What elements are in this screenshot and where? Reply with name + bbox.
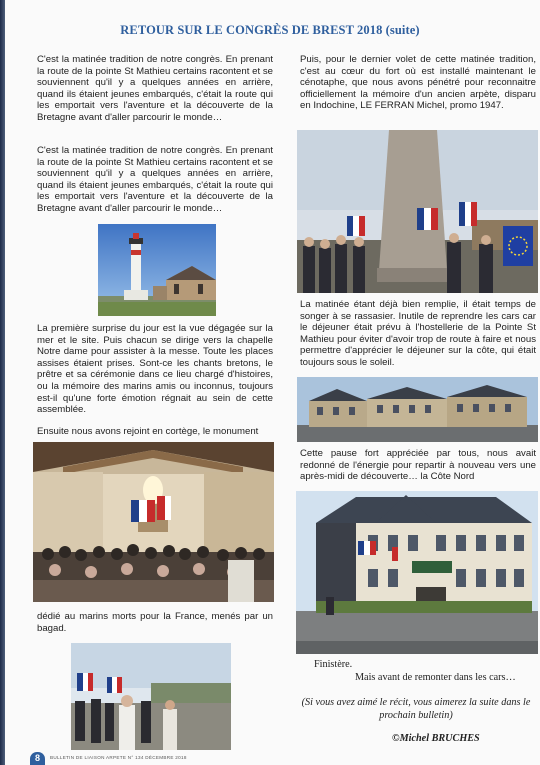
left-paragraph-5: dédié au marins morts pour la France, menés par un bagad. <box>37 611 273 634</box>
photo-lighthouse <box>98 224 216 316</box>
right-paragraph-4: Finistère. <box>314 659 353 670</box>
right-paragraph-2: La matinée étant déjà bien remplie, il était temps de songer à se rassasier. Inutile de reprendre les cars car le déjeuner était prévu à l'hostellerie de la Pointe St Mathieu pour éviter d'avoir trop de route à faire et nous permettre d'apprécier le déjeuner sur la côte, qui était toujours sous le soleil. <box>300 299 536 368</box>
left-paragraph-3: La première surprise du jour est la vue dégagée sur la mer et le site. Puis chacun se dirige vers la chapelle Notre dame pour assister à la messe. Toute les places assises étaient prises. Sont-ce les chants bretons, le prêtre et sa cérémonie dans ce lieu chargé d'histoires, ou la mémoire des marins amis ou inconnus, toujours est-il qu'une forte émotion régnait au sein de cette assemblée. <box>37 323 273 416</box>
right-paragraph-1: Puis, pour le dernier volet de cette matinée tradition, c'est au cœur du fort où est installé maintenant le cénotaphe, que nous avons pénétré pour reconnaitre officiellement la mémoire d'un ancien arpète, disparu en Indochine, LE FERRAN Michel, promo 1947. <box>300 54 536 112</box>
left-paragraph-4: Ensuite nous avons rejoint en cortège, le monument <box>37 426 259 437</box>
left-paragraph-1: C'est la matinée tradition de notre congrès. En prenant la route de la pointe St Mathieu certains racontent et se souviennent qu'il y a quelques années en arrière, quand ils étaient jeunes embarqués, c'était la route qui les emportait vers l'aventure et la découverte de la Bretagne avant d'aller parcourir le monde… <box>37 54 273 123</box>
right-paragraph-5: Mais avant de remonter dans les cars… <box>355 672 516 683</box>
left-paragraph-2: C'est la matinée tradition de notre congrès. En prenant la route de la pointe St Mathieu certains racontent et se souviennent qu'il y a quelques années en arrière, quand ils étaient jeunes embarqués, c'était la route qui les emportait vers l'aventure et la découverte de la Bretagne avant d'aller parcourir le monde… <box>37 145 273 214</box>
right-paragraph-6: (Si vous avez aimé le récit, vous aimerez la suite dans le prochain bulletin) <box>301 697 531 721</box>
author-signature: ©Michel BRUCHES <box>392 733 480 744</box>
photo-bagad-procession <box>71 643 231 750</box>
footer-publication: BULLETIN DE LIAISON ARPETE N° 134 DÉCEMBRE 2018 <box>50 755 187 760</box>
article-title: RETOUR SUR LE CONGRÈS DE BREST 2018 (suite) <box>120 23 420 37</box>
photo-chapel-mass <box>33 442 274 602</box>
photo-hostellerie-panorama <box>297 377 538 442</box>
photo-cenotaph-ceremony <box>297 130 538 293</box>
photo-hostellerie-facade <box>296 491 538 654</box>
page-number: 8 <box>30 752 45 765</box>
right-paragraph-3: Cette pause fort appréciée par tous, nous avait redonné de l'énergie pour repartir à nouveau vers une après-midi de découverte… la Côte Nord <box>300 448 536 483</box>
